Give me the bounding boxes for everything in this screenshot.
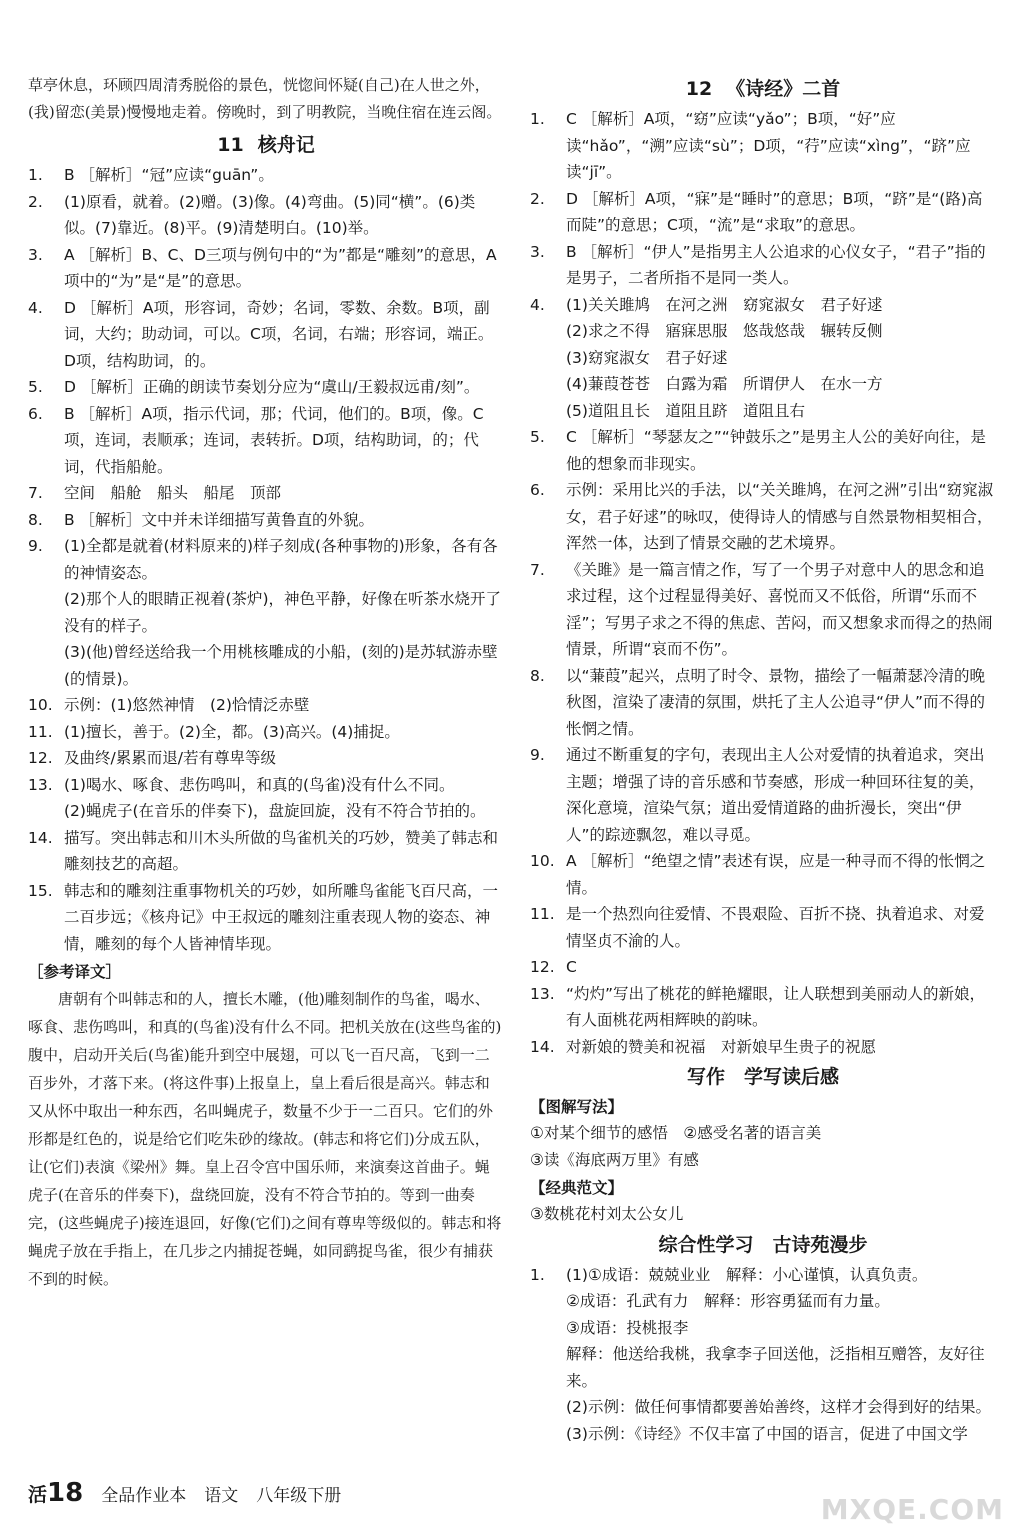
answer-number: 15.: [28, 881, 53, 900]
answer-item: [530, 239, 996, 292]
answer-subline: (4)蒹葭苍苍 白露为霜 所谓伊人 在水一方: [566, 375, 883, 393]
answer-number: 4.: [530, 295, 545, 314]
answer-number: 6.: [28, 404, 43, 423]
answer-subline: (2)求之不得 寤寐思服 悠哉悠哉 辗转反侧: [566, 322, 883, 340]
answer-text: 是一个热烈向往爱情、不畏艰险、百折不挠、执着追求、对爱情坚贞不渝的人。: [566, 905, 985, 950]
answer-number: 5.: [530, 428, 545, 446]
answer-list: [530, 1262, 996, 1448]
watermark-logo: MXQE.COM: [820, 1493, 1004, 1526]
answer-text: (1)喝水、啄食、悲伤鸣叫，和真的(鸟雀)没有什么不同。: [64, 775, 455, 794]
writing-line: ③数桃花村刘太公女儿: [530, 1205, 684, 1223]
subject: 语文: [204, 1486, 239, 1506]
answer-item: [530, 663, 996, 743]
answer-number: 10.: [530, 852, 555, 870]
book-name: 全品作业本: [101, 1486, 187, 1506]
answer-number: 2.: [28, 192, 43, 211]
answer-text: (1)关关雎鸠 在河之洲 窈窕淑女 君子好逑: [566, 295, 883, 314]
answer-text: C ［解析］A项，“窈”应读“yǎo”；B项，“好”应读“hǎo”，“溯”应读“sù”；D项，“荇”应读“xìng”，“跻”应读“jī”。: [566, 110, 971, 181]
answer-text: B ［解析］文中并未详细描写黄鲁直的外貌。: [64, 510, 375, 529]
answer-number: 11.: [530, 905, 555, 923]
answer-subline: (3)示例：《诗经》不仅丰富了中国的语言，促进了中国文学: [566, 1424, 968, 1443]
answer-subline: ②成语：孔武有力 解释：形容勇猛而有力量。: [566, 1292, 890, 1310]
answer-item: [530, 477, 996, 557]
answer-item: [530, 901, 996, 954]
answer-number: 11.: [28, 722, 53, 741]
answer-list: [28, 162, 504, 957]
answer-number: 1.: [530, 1265, 545, 1284]
answer-text: (1)全都是就着(材料原来的)样子刻成(各种事物的)形象，各有各的神情姿态。: [64, 537, 498, 582]
answer-subline: ③成语：投桃报李: [566, 1318, 689, 1337]
answer-text: B ［解析］“冠”应读“guān”。: [64, 166, 274, 184]
section-number: 11: [217, 134, 244, 156]
answer-item: [28, 162, 504, 189]
answer-number: 6.: [530, 481, 545, 499]
answer-number: 8.: [28, 510, 43, 529]
answer-text: (1)原看，就着。(2)赠。(3)像。(4)弯曲。(5)同“横”。(6)类似。(7)靠近。(8)平。(9)清楚明白。(10)举。: [64, 192, 476, 237]
answer-item: [28, 374, 504, 401]
comprehensive-title: 综合性学习 古诗苑漫步: [658, 1233, 868, 1256]
answer-text: D ［解析］A项，形容词，奇妙；名词，零数、余数。B项，副词，大约；助动词，可以。C项，名词，右端；形容词，端正。D项，结构助词，的。: [64, 298, 494, 370]
section-number: 12: [685, 78, 713, 100]
answer-text: 空间 船舱 船头 船尾 顶部: [64, 484, 282, 502]
answer-number: 14.: [530, 1037, 555, 1056]
answer-subline: (2)那个人的眼睛正视着(茶炉)，神色平静，好像在听茶水烧开了没有的样子。: [64, 590, 502, 635]
reference-label: ［参考译文］: [28, 963, 122, 981]
answer-item: [28, 295, 504, 375]
left-column: [28, 72, 504, 1293]
answer-text: C ［解析］“琴瑟友之”“钟鼓乐之”是男主人公的美好向往，是他的想象而非现实。: [566, 428, 986, 473]
answer-subline: (2)蝇虎子(在音乐的伴奏下)，盘旋回旋，没有不符合节拍的。: [64, 802, 486, 820]
answer-text: “灼灼”写出了桃花的鲜艳耀眼，让人联想到美丽动人的新娘，有人面桃花两相辉映的韵味。: [566, 984, 986, 1029]
answer-number: 1.: [28, 166, 43, 184]
answer-item: [28, 719, 504, 746]
answer-number: 9.: [530, 746, 545, 764]
page-number: 活18: [28, 1478, 84, 1508]
page-footer: [28, 1478, 341, 1518]
answer-subline: (3)窈窕淑女 君子好逑: [566, 348, 728, 367]
answer-text: 韩志和的雕刻注重事物机关的巧妙，如所雕鸟雀能飞百尺高，一二百步远；《核舟记》中王叔远的雕刻注重表现人物的姿态、神情，雕刻的每个人皆神情毕现。: [64, 881, 499, 953]
answer-text: 对新娘的赞美和祝福 对新娘早生贵子的祝愿: [566, 1037, 877, 1056]
answer-item: [530, 186, 996, 239]
answer-number: 8.: [530, 666, 545, 685]
answer-text: (1)①成语：兢兢业业 解释：小心谨慎，认真负责。: [566, 1265, 928, 1284]
writing-line: ①对某个细节的感悟 ②感受名著的语言美: [530, 1124, 822, 1142]
answer-item: [530, 424, 996, 477]
answer-number: 9.: [28, 537, 43, 555]
answer-item: [28, 507, 504, 534]
answer-item: [530, 981, 996, 1034]
reference-translation: 唐朝有个叫韩志和的人，擅长木雕，(他)雕刻制作的鸟雀，喝水、啄食、悲伤鸣叫，和真的(鸟雀)没有什么不同。把机关放在(这些鸟雀的)腹中，启动开关后(鸟雀)能升到空中展翅，可以飞一百尺高，飞到一二百步外，才落下来。(将这件事)上报皇上，皇上看后很是高兴。韩志和又从怀中取出一种东西，名叫蝇虎子，数量不少于一二百只。它们的外形都是红色的，说是给它们吃朱砂的缘故。(韩志和将它们)分成五队，让(它们)表演《梁州》舞。皇上召令宫中国乐师，来演奏这首曲子。蝇虎子(在音乐的伴奏下)，盘绕回旋，没有不符合节拍的。等到一曲奏完，(这些蝇虎子)接连退回，好像(它们)之间有尊卑等级似的。韩志和将蝇虎子放在手指上，在几步之内捕捉苍蝇，如同鹞捉鸟雀，很少有捕获不到的时候。: [28, 990, 502, 1288]
answer-item: [530, 1034, 996, 1061]
answer-item: [28, 480, 504, 507]
answer-subline: (5)道阻且长 道阻且跻 道阻且右: [566, 401, 805, 420]
answer-text: A ［解析］B、C、D三项与例句中的“为”都是“雕刻”的意思，A项中的“为”是“是”的意思。: [64, 245, 497, 290]
section-heading: 《诗经》二首: [726, 78, 841, 100]
answer-item: [530, 292, 996, 319]
answer-number: 10.: [28, 696, 53, 714]
answer-item: [530, 742, 996, 848]
answer-subline: (2)示例：做任何事情都要善始善终，这样才会得到好的结果。: [566, 1398, 991, 1416]
answer-item: [530, 557, 996, 663]
answer-text: B ［解析］“伊人”是指男主人公追求的心仪女子，“君子”指的是男子，二者所指不是同一类人。: [566, 242, 986, 287]
answer-item: [28, 401, 504, 481]
answer-item: [28, 745, 504, 772]
answer-text: D ［解析］A项，“寐”是“睡时”的意思；B项，“跻”是“(路)高而陡”的意思；C项，“流”是“求取”的意思。: [566, 189, 983, 234]
answer-number: 5.: [28, 378, 43, 396]
answer-number: 2.: [530, 189, 545, 208]
answer-text: (1)擅长，善于。(2)全，都。(3)高兴。(4)捕捉。: [64, 722, 400, 741]
intro-paragraph: 草亭休息，环顾四周清秀脱俗的景色，恍惚间怀疑(自己)在人世之外，(我)留恋(美景)慢慢地走着。傍晚时，到了明教院，当晚住宿在连云阁。: [28, 76, 502, 121]
answer-text: 描写。突出韩志和川木头所做的鸟雀机关的巧妙，赞美了韩志和雕刻技艺的高超。: [64, 828, 499, 873]
answer-number: 3.: [530, 242, 545, 261]
answer-text: 通过不断重复的字句，表现出主人公对爱情的执着追求，突出主题；增强了诗的音乐感和节奏感，形成一种回环往复的美，深化意境，渲染气氛；道出爱情道路的曲折漫长，突出“伊人”的踪迹飘忽，难以寻觅。: [566, 746, 985, 844]
answer-number: 12.: [530, 958, 555, 976]
section-12-title: [530, 74, 996, 104]
answer-item: [530, 106, 996, 186]
answer-text: C: [566, 958, 577, 976]
answer-number: 4.: [28, 298, 43, 317]
answer-text: 示例：采用比兴的手法，以“关关雎鸠，在河之洲”引出“窈窕淑女，君子好逑”的咏叹，使得诗人的情感与自然景物相契相合，浑然一体，达到了情景交融的艺术境界。: [566, 481, 994, 552]
answer-item: [28, 692, 504, 719]
writing-line: ③读《海底两万里》有感: [530, 1150, 699, 1169]
answer-item: [530, 954, 996, 981]
answer-text: 《关雎》是一篇言情之作，写了一个男子对意中人的思念和追求过程，这个过程显得美好、喜悦而又不低俗，所谓“乐而不淫”；写男子求之不得的焦虑、苦闷，而又想象求而得之的热闹情景，所谓“哀而不伤”。: [566, 560, 993, 658]
answer-item: [28, 189, 504, 242]
answer-text: 示例：(1)悠然神情 (2)恰情泛赤壁: [64, 696, 310, 714]
answer-subline: (3)(他)曾经送给我一个用桃核雕成的小船，(刻的)是苏轼游赤壁(的情景)。: [64, 643, 498, 688]
answer-text: 以“蒹葭”起兴，点明了时令、景物，描绘了一幅萧瑟冷清的晚秋图，渲染了凄清的氛围，烘托了主人公追寻“伊人”而不得的怅惘之情。: [566, 666, 986, 738]
writing-title: 写作 学写读后感: [686, 1066, 839, 1088]
answer-list: [530, 106, 996, 1060]
section-heading: 核舟记: [257, 134, 315, 156]
answer-text: B ［解析］A项，指示代词，那；代词，他们的。B项，像。C项，连词，表顺承；连词，表转折。D项，结构助词，的；代词，代指船舱。: [64, 404, 484, 476]
answer-number: 7.: [530, 560, 545, 579]
answer-number: 3.: [28, 245, 43, 264]
answer-item: [28, 772, 504, 799]
answer-text: A ［解析］“绝望之情”表述有误，应是一种寻而不得的怅惘之情。: [566, 852, 986, 897]
right-column: [530, 72, 996, 1447]
section-11-title: [28, 130, 504, 160]
answer-item: [530, 1262, 996, 1289]
answer-text: D ［解析］正确的朗读节奏划分应为“虞山/王毅叔远甫/刻”。: [64, 378, 480, 396]
answer-number: 13.: [28, 775, 53, 794]
answer-item: [28, 878, 504, 958]
answer-item: [28, 533, 504, 586]
illustrated-method-label: 【图解写法】: [530, 1098, 624, 1116]
model-essay-label: 【经典范文】: [530, 1179, 624, 1197]
answer-item: [530, 848, 996, 901]
answer-number: 12.: [28, 749, 53, 767]
answer-item: [28, 242, 504, 295]
answer-number: 14.: [28, 828, 53, 847]
answer-text: 及曲终/累累而退/若有尊卑等级: [64, 749, 276, 767]
answer-item: [28, 825, 504, 878]
answer-number: 7.: [28, 484, 43, 502]
answer-number: 1.: [530, 110, 545, 128]
answer-subline: 解释：他送给我桃，我拿李子回送他，泛指相互赠答，友好往来。: [566, 1345, 985, 1390]
grade: 八年级下册: [256, 1486, 342, 1506]
answer-number: 13.: [530, 984, 555, 1003]
